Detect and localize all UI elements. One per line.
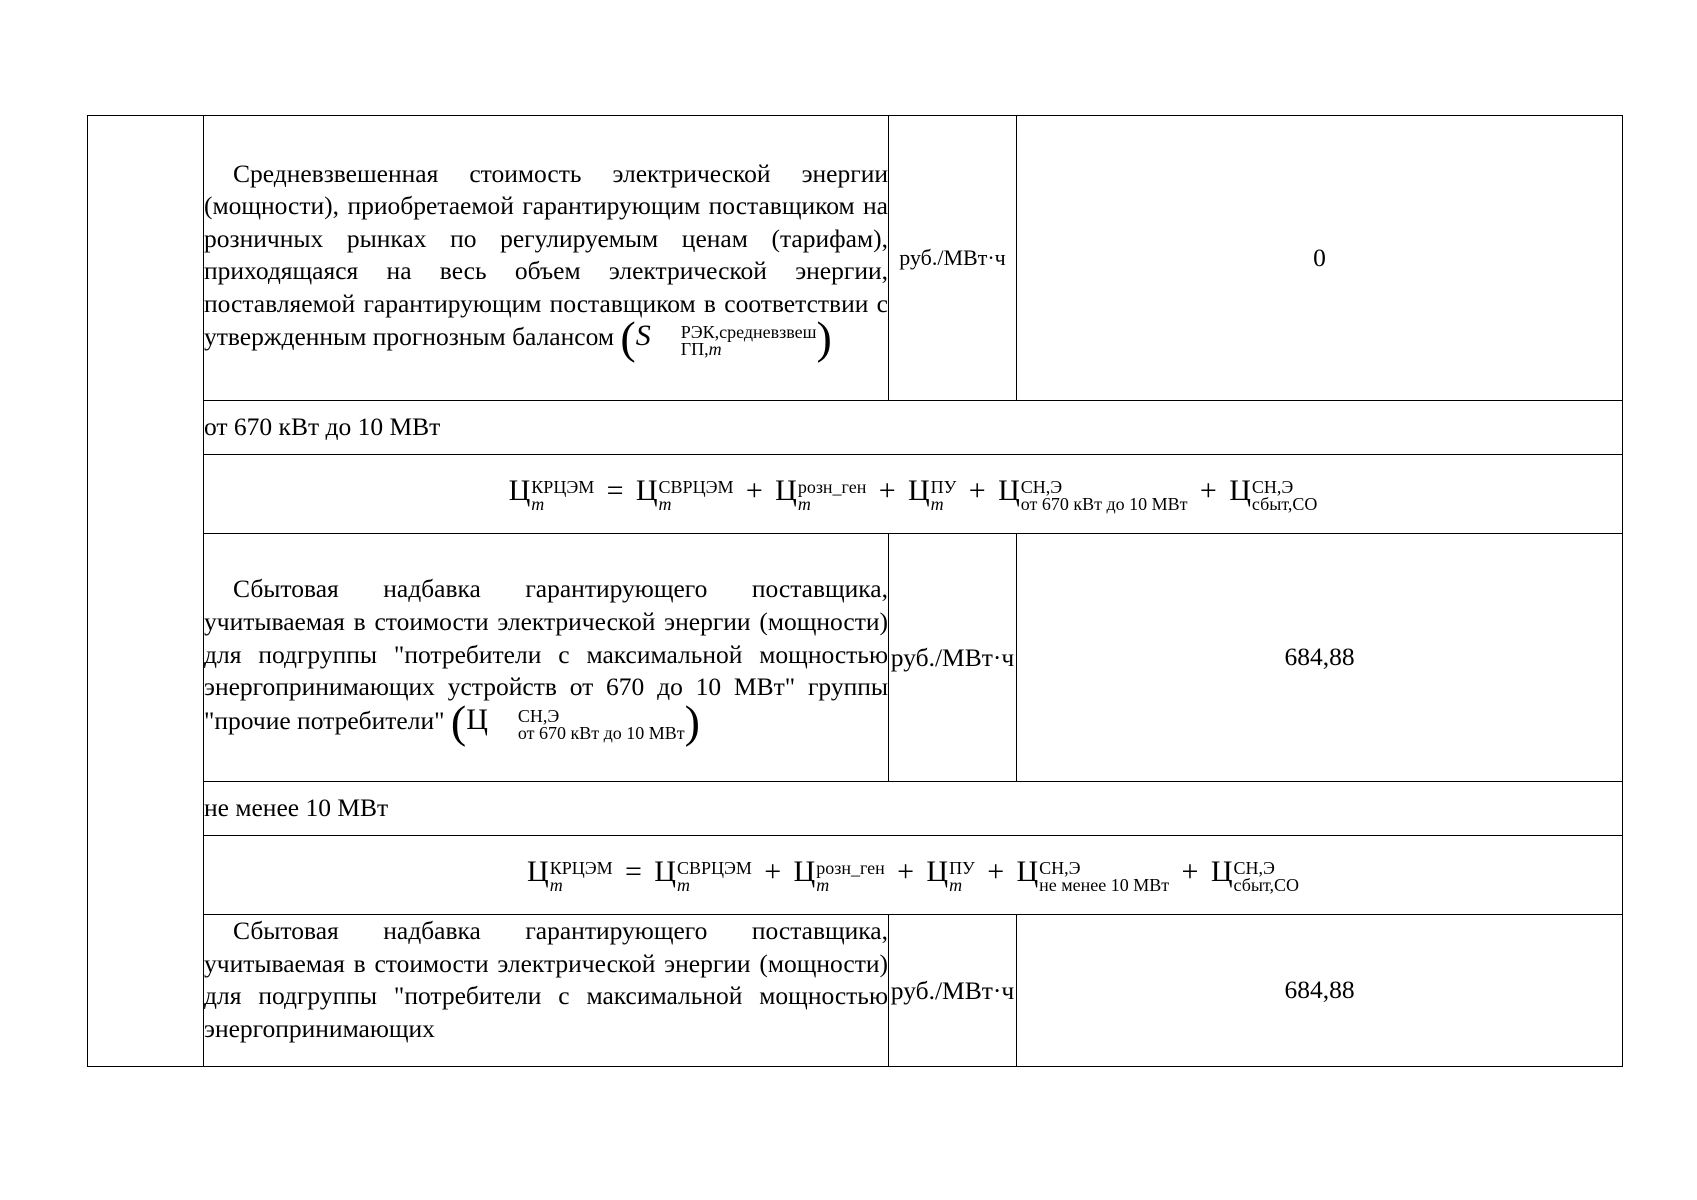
formula-cell: Ц КРЦЭМ m = Ц СВРЦЭМ m + Ц розн_ген m + Ц ПУ m + Ц СН,Э от 670 кВт до 10 МВт + Ц СН,Э сбыт,СО xyxy=(204,455,1623,534)
symbol-sub: от 670 кВт до 10 МВт xyxy=(517,722,685,743)
symbol-sub: ГП,m xyxy=(680,339,722,360)
symbol-indices xyxy=(489,705,685,743)
description-cell xyxy=(204,915,889,1067)
symbol-letter: S xyxy=(635,319,651,353)
table-row xyxy=(88,534,1623,782)
section-row xyxy=(88,401,1623,455)
section-row xyxy=(88,782,1623,836)
index-cell xyxy=(88,116,204,1067)
description-text: Средневзвешенная стоимость электрической энергии (мощности), приобретаемой гарантирующим поставщиком на розничных рынках по регулируемым ценам (тарифам), приходящаяся на весь объем электрической энергии, поставляемой гарантирующим поставщиком в соответствии с утвержденным прогнозным балансом xyxy=(204,158,888,352)
table-row xyxy=(88,915,1623,1067)
table-row xyxy=(88,116,1623,401)
symbol-sup: РЭК,средневзвеш xyxy=(680,322,817,343)
unit-cell: руб./МВт·ч xyxy=(889,116,1017,401)
value-cell: 684,88 xyxy=(1017,534,1623,782)
section-heading: от 670 кВт до 10 МВт xyxy=(204,401,1623,455)
formula-row xyxy=(88,836,1623,915)
description-text: Сбытовая надбавка гарантирующего поставщика, учитываемая в стоимости электрической энергии (мощности) для подгруппы "потребители с максимальной мощностью энергопринимающих xyxy=(204,916,888,1043)
symbol-letter: Ц xyxy=(466,702,488,736)
open-paren: ( xyxy=(450,695,467,747)
symbol-indices xyxy=(652,324,817,358)
unit-cell: руб./МВт·ч xyxy=(889,534,1017,782)
unit-cell: руб./МВт·ч xyxy=(889,915,1017,1067)
open-paren: ( xyxy=(620,312,636,364)
formula-row xyxy=(88,455,1623,534)
description-text: Сбытовая надбавка гарантирующего поставщика, учитываемая в стоимости электрической энергии (мощности) для подгруппы "потребители с максимальной мощностью энергопринимающих устройств от 670 до 10 МВт" группы "прочие потребители" xyxy=(204,574,888,735)
tariff-table xyxy=(87,115,1623,1067)
symbol-sup: СН,Э xyxy=(517,705,560,726)
close-paren: ) xyxy=(816,312,832,364)
value-cell: 684,88 xyxy=(1017,915,1623,1067)
close-paren: ) xyxy=(684,695,700,747)
description-cell xyxy=(204,534,889,782)
section-heading: не менее 10 МВт xyxy=(204,782,1623,836)
value-cell: 0 xyxy=(1017,116,1623,401)
formula-cell: Ц КРЦЭМ m = Ц СВРЦЭМ m + Ц розн_ген m + Ц ПУ m + Ц СН,Э не менее 10 МВт + Ц СН,Э сбыт,СО xyxy=(204,836,1623,915)
description-cell xyxy=(204,116,889,401)
